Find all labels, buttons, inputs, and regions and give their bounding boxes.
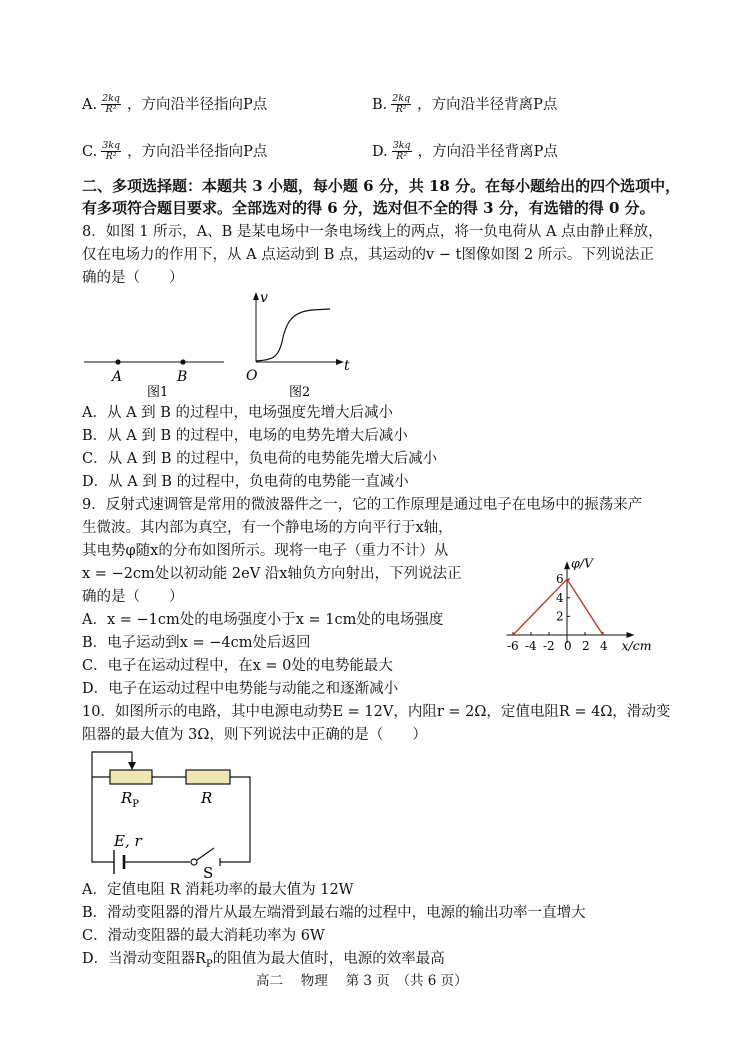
q8-option-d: D．从 A 到 B 的过程中，负电荷的电势能一直减小 — [82, 474, 409, 490]
figure2-caption: 图2 — [289, 385, 311, 400]
y-axis-label: φ/V — [571, 555, 593, 571]
fraction: $\frac{3kq}{\text{R²}}$ — [102, 140, 121, 162]
x-tick-label: -6 — [507, 639, 519, 653]
potential-line — [513, 579, 603, 635]
switch-label: S — [203, 864, 214, 880]
figure2-vt-graph — [246, 290, 350, 400]
figure1-field-line — [84, 359, 224, 400]
potential-chart — [485, 528, 681, 658]
q9-option-b: B．电子运动到x = −4cm处后返回 — [82, 635, 311, 651]
point-a — [115, 359, 120, 364]
label-a: A — [112, 369, 123, 385]
t-label: t — [344, 358, 350, 374]
y-tick-label: 2 — [556, 609, 564, 624]
right-wire — [220, 777, 250, 862]
x-axis-label: x/cm — [621, 638, 652, 653]
q10-stem-line1: 10．如图所示的电路，其中电源电动势E = 12V，内阻r = 2Ω，定值电阻R = 4Ω，滑动变 — [82, 704, 671, 720]
option-a: A. $\frac{2kq}{\text{R²}}$ ，方向沿半径指向P点 — [82, 93, 268, 115]
fraction: $\frac{2kq}{\text{R²}}$ — [102, 93, 120, 115]
switch-blade — [197, 848, 214, 860]
slider-arrow-icon — [128, 762, 136, 770]
q10-option-c: C．滑动变阻器的最大消耗功率为 6W — [82, 928, 325, 944]
section-header-line1: 二、多项选择题：本题共 3 小题，每小题 6 分，共 18 分。在每小题给出的四个选项中， — [82, 177, 681, 195]
resistor-r — [186, 770, 230, 784]
rheostat-rp — [110, 770, 152, 784]
q8-stem-line1: 8．如图 1 所示，A、B 是某电场中一条电场线上的两点，将一负电荷从 A 点由静止释放， — [82, 224, 663, 240]
label-b: B — [177, 369, 188, 385]
option-c: C. $\frac{3kq}{\text{R²}}$ ，方向沿半径指向P点 — [82, 140, 268, 162]
q10-option-b: B．滑动变阻器的滑片从最左端滑到最右端的过程中，电源的输出功率一直增大 — [82, 905, 586, 921]
x-tick-label: -2 — [543, 639, 555, 653]
v-axis-arrow-icon — [253, 292, 259, 300]
left-wire — [92, 777, 114, 862]
q8-stem-line3: 确的是（ ） — [82, 270, 184, 286]
q10-circuit — [80, 744, 260, 880]
source-label: E, r — [114, 832, 142, 850]
x-tick-label: 0 — [564, 639, 572, 653]
rp-label: $R_P$ — [121, 789, 140, 810]
t-axis-arrow-icon — [336, 359, 344, 365]
q8-stem-line2: 仅在电场力的作用下，从 A 点运动到 B 点，其运动的v − t图像如图 2 所示。下列说法正 — [82, 247, 654, 263]
q10-stem-line2: 阻器的最大值为 3Ω，则下列说法中正确的是（ ） — [82, 727, 427, 743]
chart-ticks — [507, 572, 608, 653]
q9-option-c: C．电子在运动过程中，在x = 0处的电势能最大 — [82, 658, 393, 674]
fraction: $\frac{3kq}{\text{R²}}$ — [392, 140, 411, 162]
page-footer: 高二 物理 第 3 页 （共 6 页） — [256, 973, 468, 989]
q8-option-c: C．从 A 到 B 的过程中，负电荷的电势能先增大后减小 — [82, 451, 438, 467]
q9-option-a: A．x = −1cm处的电场强度小于x = 1cm处的电场强度 — [82, 612, 444, 628]
q9-option-d: D．电子在运动过程中电势能与动能之和逐渐减小 — [82, 681, 399, 697]
chart-series — [513, 579, 603, 635]
q9-stem-line3: 其电势φ随x的分布如图所示。现将一电子（重力不计）从 — [82, 543, 449, 559]
v-label: v — [260, 290, 268, 306]
y-axis-arrow-icon — [564, 561, 570, 569]
x-tick-label: 4 — [600, 639, 608, 653]
vt-curve — [256, 309, 330, 361]
figure1-caption: 图1 — [147, 385, 169, 400]
y-tick-label: 6 — [556, 572, 564, 587]
point-b — [180, 359, 185, 364]
switch-pivot — [191, 859, 197, 865]
q9-stem-line4: x = −2cm处以初动能 2eV 沿x轴负方向射出，下列说法正 — [82, 566, 462, 582]
y-tick-label: 4 — [556, 590, 564, 605]
chart-axes — [507, 561, 635, 643]
fraction: $\frac{2kq}{\text{R²}}$ — [392, 93, 411, 115]
r-label: R — [201, 789, 213, 807]
option-b: B. $\frac{2kq}{\text{R²}}$ ，方向沿半径背离P点 — [372, 93, 558, 115]
q9-stem-line1: 9．反射式速调管是常用的微波器件之一，它的工作原理是通过电子在电场中的振荡来产 — [82, 497, 643, 513]
q8-option-b: B．从 A 到 B 的过程中，电场的电势先增大后减小 — [82, 428, 408, 444]
origin-label: O — [246, 368, 258, 384]
q8-figures — [80, 284, 380, 400]
section-header-line2: 有多项符合题目要求。全部选对的得 6 分，选对但不全的得 3 分，有选错的得 0 分。 — [82, 199, 655, 217]
q10-option-a: A．定值电阻 R 消耗功率的最大值为 12W — [82, 882, 354, 898]
x-tick-label: -4 — [525, 639, 537, 653]
q9-stem-line5: 确的是（ ） — [82, 589, 184, 605]
x-tick-label: 2 — [582, 639, 590, 653]
option-d: D. $\frac{3kq}{\text{R²}}$ ，方向沿半径背离P点 — [372, 140, 558, 162]
q8-option-a: A．从 A 到 B 的过程中，电场强度先增大后减小 — [82, 405, 394, 421]
q10-option-d: D．当滑动变阻器$R_P$的阻值为最大值时，电源的效率最高 — [82, 951, 445, 970]
q9-stem-line2: 生微波。其内部为真空，有一个静电场的方向平行于x轴， — [82, 520, 453, 536]
